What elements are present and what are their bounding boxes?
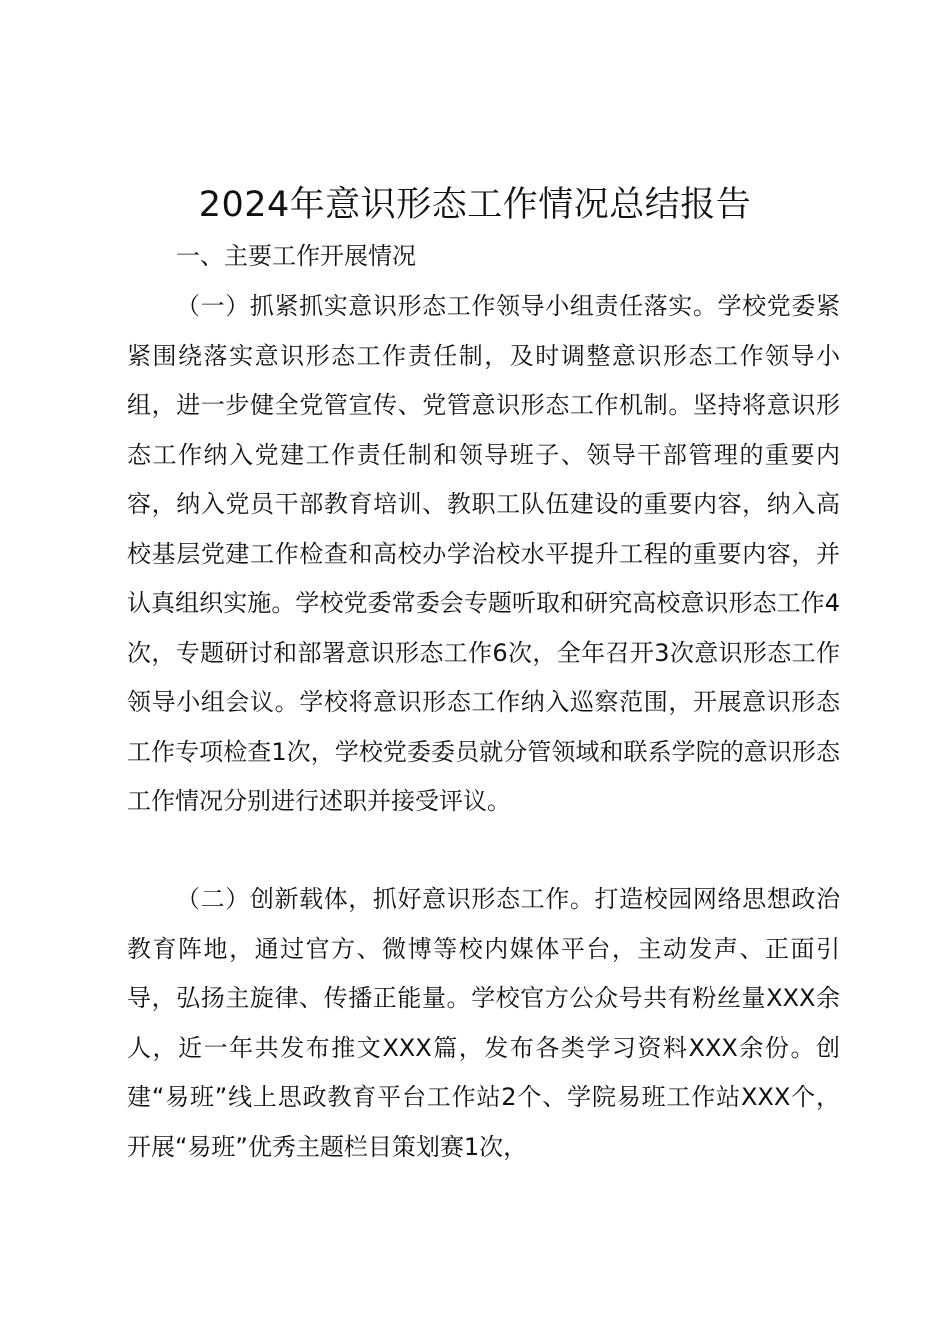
section-heading: 一、主要工作开展情况 xyxy=(176,242,416,270)
paragraph-2: （二）创新载体，抓好意识形态工作。打造校园网络思想政治教育阵地，通过官方、微博等校内媒体平台，主动发声、正面引导，弘扬主旋律、传播正能量。学校官方公众号共有粉丝量XXX余人，近一年共发布推文XXX篇，发布各类学习资料XXX余份。创建“易班”线上思政教育平台工作站2个、学院易班工作站XXX个，开展“易班”优秀主题栏目策划赛1次， xyxy=(127,885,840,1161)
paragraph-1: （一）抓紧抓实意识形态工作领导小组责任落实。学校党委紧紧围绕落实意识形态工作责任制，及时调整意识形态工作领导小组，进一步健全党管宣传、党管意识形态工作机制。坚持将意识形态工作纳入党建工作责任制和领导班子、领导干部管理的重要内容，纳入党员干部教育培训、教职工队伍建设的重要内容，纳入高校基层党建工作检查和高校办学治校水平提升工程的重要内容，并认真组织实施。学校党委常委会专题听取和研究高校意识形态工作4次，专题研讨和部署意识形态工作6次，全年召开3次意识形态工作领导小组会议。学校将意识形态工作纳入巡察范围，开展意识形态工作专项检查1次，学校党委委员就分管领域和联系学院的意识形态工作情况分别进行述职并接受评议。 xyxy=(127,292,840,815)
document-title: 2024年意识形态工作情况总结报告 xyxy=(198,185,752,225)
